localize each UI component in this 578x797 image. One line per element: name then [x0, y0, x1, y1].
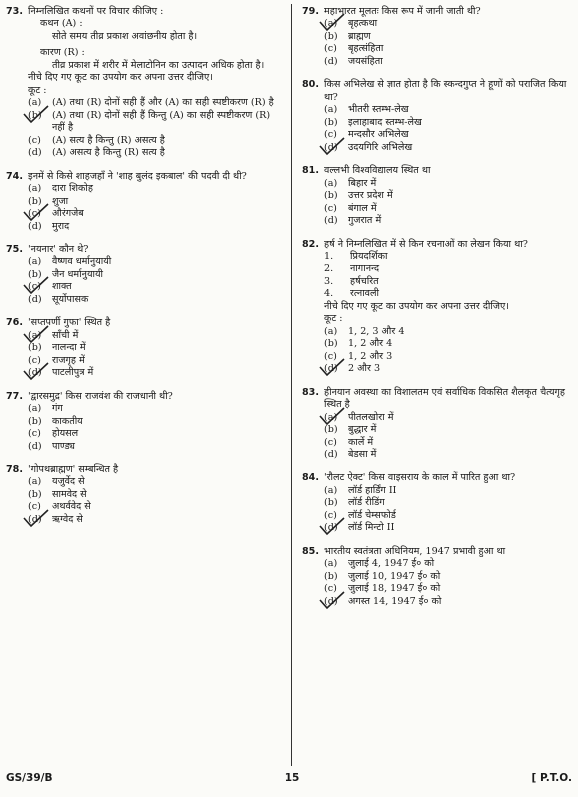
- option-label: (d): [28, 440, 42, 452]
- question-84: [302, 472, 572, 534]
- option-text: भीतरी स्तम्भ-लेख: [348, 104, 409, 116]
- option-c[interactable]: [302, 583, 572, 595]
- question-74: [6, 171, 286, 233]
- option-b[interactable]: [302, 117, 572, 129]
- option-text: शुजा: [52, 195, 69, 207]
- option-text: (A) सत्य है किन्तु (R) असत्य है: [52, 134, 165, 146]
- list-item: [302, 288, 572, 300]
- option-label: (c): [28, 281, 41, 293]
- option-label: (a): [324, 411, 338, 423]
- question-number: 79.: [302, 6, 319, 17]
- option-label: (c): [324, 509, 337, 521]
- option-label: (c): [324, 583, 337, 595]
- question-77: [6, 391, 286, 453]
- option-text: शाक्त: [52, 281, 72, 293]
- option-text: पीतलखोरा में: [348, 411, 394, 423]
- option-text: नालन्दा में: [52, 342, 86, 354]
- option-d[interactable]: [6, 221, 286, 233]
- option-b[interactable]: [302, 424, 572, 436]
- question-85: [302, 546, 572, 608]
- question-number: 74.: [6, 170, 23, 182]
- question-number: 84.: [302, 472, 319, 484]
- option-a[interactable]: [302, 104, 572, 116]
- question-79: [302, 6, 572, 68]
- option-text: पाटलीपुत्र में: [52, 367, 94, 379]
- option-label: (d): [324, 141, 338, 153]
- option-label: (b): [28, 415, 42, 427]
- option-text: सूर्योपासक: [52, 293, 89, 305]
- option-d[interactable]: [6, 147, 286, 159]
- list-item: [302, 276, 572, 288]
- question-text: वल्लभी विश्वविद्यालय स्थित था: [324, 165, 431, 177]
- item-number: 1.: [324, 250, 334, 262]
- option-text: इलाहाबाद स्तम्भ-लेख: [348, 116, 422, 128]
- option-label: (a): [324, 18, 338, 30]
- option-text: पाण्ड्य: [52, 440, 75, 452]
- question-number: 80.: [302, 79, 319, 91]
- option-label: (c): [324, 43, 337, 55]
- instruction-text: नीचे दिए गए कूट का उपयोग कर अपना उत्तर दीजिए।: [324, 300, 509, 312]
- option-text: लॉर्ड चेम्सफोर्ड: [348, 509, 396, 521]
- option-label: (a): [28, 403, 42, 415]
- option-b[interactable]: [6, 196, 286, 208]
- option-label: (d): [28, 220, 42, 232]
- question-text: हर्ष ने निम्नलिखित में से किन रचनाओं का लेखन किया था?: [324, 238, 528, 250]
- option-label: (b): [28, 268, 42, 280]
- option-label: (a): [324, 325, 338, 337]
- list-item: [302, 263, 572, 275]
- option-a[interactable]: [302, 412, 572, 424]
- question-number: 81.: [302, 165, 319, 177]
- option-d[interactable]: [302, 449, 572, 461]
- assertion-label: कथन (A) :: [40, 18, 83, 30]
- question-number: 83.: [302, 386, 319, 398]
- option-label: (d): [324, 522, 338, 534]
- option-text: ब्राह्मण: [348, 30, 371, 42]
- option-label: (d): [324, 363, 338, 375]
- option-c[interactable]: [302, 437, 572, 449]
- instruction-text: नीचे दिए गए कूट का उपयोग कर अपना उत्तर दीजिए।: [28, 72, 213, 84]
- option-label: (c): [28, 501, 41, 513]
- option-c[interactable]: [302, 203, 572, 215]
- option-text: ऋग्वेद से: [52, 513, 83, 525]
- option-d[interactable]: [6, 367, 286, 379]
- code-label: कूट :: [324, 313, 343, 325]
- item-number: 4.: [324, 288, 334, 300]
- option-c[interactable]: [302, 43, 572, 55]
- option-d[interactable]: [6, 294, 286, 306]
- option-label: (a): [28, 183, 42, 195]
- question-text: 'गोपथब्राह्मण' सम्बन्धित है: [28, 464, 119, 475]
- option-text: लॉर्ड रीडिंग: [348, 497, 385, 509]
- option-label: (d): [28, 147, 42, 159]
- page-number: 15: [284, 772, 300, 784]
- option-b[interactable]: [6, 416, 286, 428]
- question-number: 78.: [6, 464, 23, 475]
- option-label: (b): [324, 497, 338, 509]
- option-b[interactable]: [302, 190, 572, 202]
- option-label: (b): [324, 116, 338, 128]
- option-c[interactable]: [302, 351, 572, 363]
- question-text: हीनयान अवस्था का विशालतम एवं सर्वाधिक विकसित शैलकृत चैत्यगृह स्थित है: [324, 386, 566, 411]
- reason-text: तीव्र प्रकाश में शरीर में मेलाटोनिन का उत्पादन अधिक होता है।: [52, 59, 265, 71]
- option-label: (b): [324, 338, 338, 350]
- question-number: 76.: [6, 317, 23, 329]
- question-73: [6, 6, 286, 160]
- question-76: [6, 317, 286, 379]
- option-text: 1, 2, 3 और 4: [348, 325, 405, 337]
- booklet-code: GS/39/B: [6, 772, 53, 784]
- option-label: (a): [324, 104, 338, 116]
- option-d[interactable]: [302, 142, 572, 154]
- option-a[interactable]: [302, 558, 572, 570]
- option-text: राजगृह में: [52, 354, 85, 366]
- option-text: होयसल: [52, 428, 79, 440]
- option-b[interactable]: [302, 571, 572, 583]
- option-text: सामवेद से: [52, 488, 87, 500]
- option-a[interactable]: [6, 97, 286, 109]
- option-c[interactable]: [6, 428, 286, 440]
- page-footer: [6, 772, 572, 786]
- item-number: 3.: [324, 275, 334, 287]
- option-text: अगस्त 14, 1947 ई० को: [348, 595, 442, 607]
- option-label: (a): [324, 484, 338, 496]
- option-label: (a): [28, 256, 42, 268]
- option-text: 1, 2 और 4: [348, 338, 393, 350]
- option-a[interactable]: [6, 256, 286, 268]
- option-label: (d): [324, 595, 338, 607]
- reason-label: कारण (R) :: [40, 47, 85, 59]
- option-text: जुलाई 10, 1947 ई० को: [348, 570, 441, 582]
- option-c[interactable]: [6, 208, 286, 220]
- option-label: (b): [28, 342, 42, 354]
- option-c[interactable]: [6, 135, 286, 147]
- question-75: [6, 244, 286, 306]
- option-a[interactable]: [302, 485, 572, 497]
- option-text: गुजरात में: [348, 215, 382, 227]
- option-label: (b): [28, 195, 42, 207]
- option-b[interactable]: [302, 497, 572, 509]
- pto-label: [ P.T.O.: [531, 772, 572, 784]
- option-text: मन्दसौर अभिलेख: [348, 129, 409, 141]
- question-78: [6, 464, 286, 526]
- option-label: (c): [324, 129, 337, 141]
- option-text: औरंगजेब: [52, 208, 84, 220]
- option-b[interactable]: [6, 489, 286, 501]
- option-label: (b): [28, 488, 42, 500]
- option-c[interactable]: [6, 355, 286, 367]
- option-text: बिहार में: [348, 177, 377, 189]
- option-text: लॉर्ड हार्डिंग II: [348, 484, 397, 496]
- option-text: वैष्णव धर्मानुयायी: [52, 256, 112, 268]
- option-d[interactable]: [302, 363, 572, 375]
- option-d[interactable]: [302, 522, 572, 534]
- option-label: (c): [28, 134, 41, 146]
- item-text: हर्षचरित: [350, 275, 379, 287]
- option-b[interactable]: [6, 269, 286, 281]
- option-label: (d): [28, 513, 42, 525]
- option-d[interactable]: [302, 215, 572, 227]
- item-text: रत्नावली: [350, 288, 380, 300]
- option-c[interactable]: [302, 129, 572, 141]
- option-label: (b): [28, 109, 42, 121]
- option-label: (a): [28, 329, 42, 341]
- option-a[interactable]: [302, 18, 572, 30]
- option-c[interactable]: [6, 501, 286, 513]
- option-label: (a): [28, 97, 42, 109]
- option-b[interactable]: [302, 338, 572, 350]
- question-82: [302, 239, 572, 376]
- right-column: [302, 6, 572, 619]
- option-text: काकतीय: [52, 415, 83, 427]
- option-d[interactable]: [6, 441, 286, 453]
- question-text: 'रौलट ऐक्ट' किस वाइसराय के काल में पारित हुआ था?: [324, 472, 516, 484]
- question-83: [302, 387, 572, 462]
- option-d[interactable]: [302, 596, 572, 608]
- option-label: (d): [28, 367, 42, 379]
- option-text: जयसंहिता: [348, 55, 383, 67]
- list-item: [302, 251, 572, 263]
- question-number: 77.: [6, 390, 23, 402]
- option-label: (c): [28, 208, 41, 220]
- option-d[interactable]: [302, 56, 572, 68]
- option-label: (a): [324, 177, 338, 189]
- option-text: बृहत्संहिता: [348, 43, 384, 55]
- question-number: 82.: [302, 238, 319, 250]
- option-text: उदयगिरि अभिलेख: [348, 141, 413, 153]
- question-text: 'सप्तपर्णी गुफा' स्थित है: [28, 317, 111, 329]
- option-text: बुद्धार में: [348, 424, 377, 436]
- option-a[interactable]: [6, 476, 286, 488]
- option-label: (c): [324, 202, 337, 214]
- option-label: (a): [324, 558, 338, 570]
- option-label: (d): [324, 55, 338, 67]
- question-number: 75.: [6, 243, 23, 255]
- option-c[interactable]: [302, 510, 572, 522]
- option-a[interactable]: [302, 326, 572, 338]
- question-81: [302, 165, 572, 227]
- option-label: (d): [324, 449, 338, 460]
- option-text: 2 और 3: [348, 363, 381, 375]
- option-text: (A) तथा (R) दोनों सही हैं किन्तु (A) का सही स्पष्टीकरण (R) नहीं है: [52, 109, 271, 134]
- option-a[interactable]: [6, 330, 286, 342]
- left-column: [6, 6, 286, 537]
- column-divider: [291, 4, 292, 766]
- option-a[interactable]: [6, 403, 286, 415]
- option-label: (c): [28, 428, 41, 440]
- option-text: बेडसा में: [348, 449, 377, 460]
- option-label: (c): [324, 436, 337, 448]
- option-text: जुलाई 4, 1947 ई० को: [348, 558, 435, 570]
- question-text: निम्नलिखित कथनों पर विचार कीजिए :: [28, 6, 164, 17]
- option-text: जुलाई 18, 1947 ई० को: [348, 583, 441, 595]
- option-label: (d): [324, 215, 338, 227]
- option-b[interactable]: [6, 342, 286, 354]
- option-text: साँची में: [52, 329, 79, 341]
- option-text: दारा शिकोह: [52, 183, 93, 195]
- option-text: (A) असत्य है किन्तु (R) सत्य है: [52, 147, 165, 159]
- question-text: इनमें से किसे शाहजहाँ ने 'शाह बुलंद इकबाल' की पदवी दी थी?: [28, 170, 247, 182]
- option-label: (d): [28, 293, 42, 305]
- question-text: किस अभिलेख से ज्ञात होता है कि स्कन्दगुप्त ने हूणों को पराजित किया था?: [324, 79, 567, 103]
- option-label: (b): [324, 190, 338, 202]
- option-a[interactable]: [302, 178, 572, 190]
- option-text: 1, 2 और 3: [348, 350, 393, 362]
- option-label: (b): [324, 424, 338, 436]
- option-c[interactable]: [6, 281, 286, 293]
- question-text: 'द्वारसमुद्र' किस राजवंश की राजधानी थी?: [28, 390, 173, 402]
- option-text: जैन धर्मानुयायी: [52, 268, 104, 280]
- question-number: 85.: [302, 545, 319, 557]
- question-80: [302, 79, 572, 154]
- option-text: उत्तर प्रदेश में: [348, 190, 393, 202]
- option-label: (b): [324, 570, 338, 582]
- option-text: लॉर्ड मिन्टो II: [348, 522, 395, 534]
- option-label: (b): [324, 30, 338, 42]
- option-a[interactable]: [6, 183, 286, 195]
- question-text: 'नयनार' कौन थे?: [28, 243, 89, 255]
- option-text: (A) तथा (R) दोनों सही हैं और (A) का सही स्पष्टीकरण (R) है: [52, 97, 274, 109]
- option-text: कार्ले में: [348, 436, 374, 448]
- option-label: (c): [28, 354, 41, 366]
- option-label: (c): [324, 350, 337, 362]
- assertion-text: सोते समय तीव्र प्रकाश अवांछनीय होता है।: [52, 30, 198, 42]
- option-b[interactable]: [302, 31, 572, 43]
- option-b[interactable]: [6, 110, 286, 135]
- item-number: 2.: [324, 263, 334, 275]
- option-text: गंग: [52, 403, 63, 415]
- option-text: अथर्ववेद से: [52, 501, 91, 513]
- option-text: मुराद: [52, 220, 70, 232]
- question-number: 73.: [6, 6, 23, 17]
- option-text: बंगाल में: [348, 202, 377, 214]
- option-d[interactable]: [6, 514, 286, 526]
- option-text: बृहत्कथा: [348, 18, 378, 30]
- code-label: कूट :: [28, 84, 47, 96]
- question-text: महाभारत मूलतः किस रूप में जानी जाती थी?: [324, 6, 481, 17]
- item-text: नागानन्द: [350, 263, 380, 275]
- question-text: भारतीय स्वतंत्रता अधिनियम, 1947 प्रभावी हुआ था: [324, 545, 506, 557]
- item-text: प्रियदर्शिका: [350, 250, 388, 262]
- option-label: (a): [28, 476, 42, 488]
- option-text: यजुर्वेद से: [52, 476, 85, 488]
